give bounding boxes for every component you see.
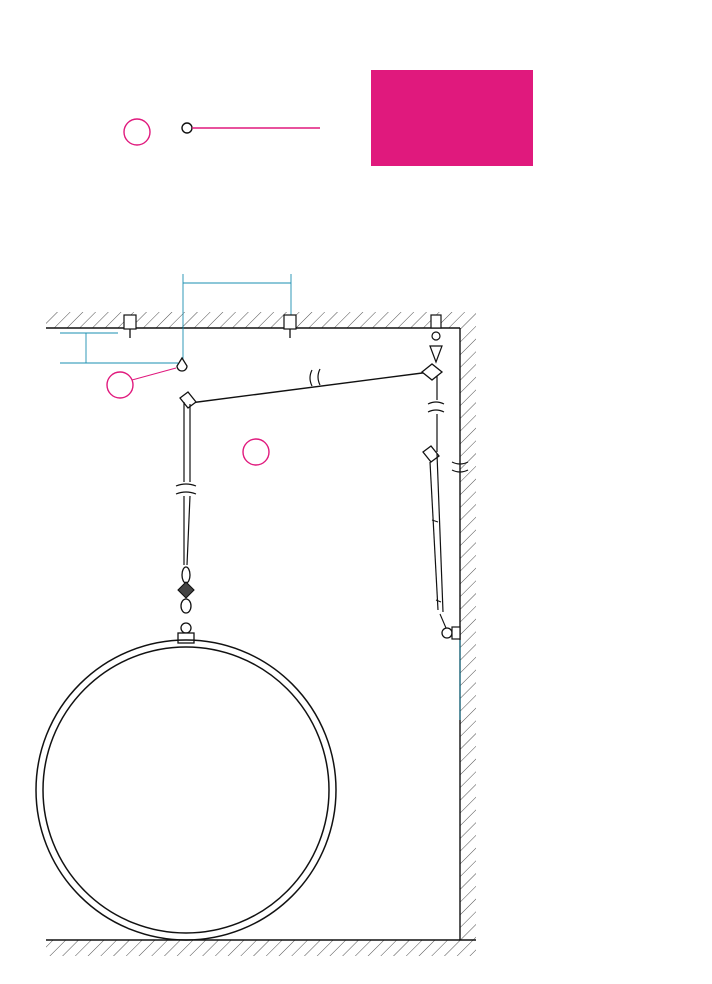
building-structure bbox=[46, 312, 476, 956]
rope-break-symbol-left bbox=[176, 484, 196, 494]
wall-hatching bbox=[460, 328, 476, 940]
upper-carabiner bbox=[180, 392, 196, 408]
carabiner-marker-circle bbox=[243, 439, 269, 465]
swivel bbox=[178, 567, 194, 613]
ring-suspension bbox=[36, 402, 336, 940]
rope-break-symbol-wall bbox=[428, 402, 444, 412]
chain-anchor-hook bbox=[177, 358, 187, 371]
top-view-ceiling-anchor bbox=[0, 0, 320, 145]
right-ceiling-bracket bbox=[284, 315, 296, 338]
anchor-marker-circle bbox=[107, 372, 133, 398]
lift-rope bbox=[180, 364, 442, 408]
top-view-marker-circle bbox=[124, 119, 150, 145]
dimension-drop bbox=[60, 333, 178, 363]
wall-cleat bbox=[440, 614, 460, 639]
top-view-anchor-ring bbox=[182, 123, 192, 133]
roller-pulley bbox=[422, 364, 442, 380]
ceiling-hatching bbox=[46, 312, 476, 328]
floor-hatching bbox=[46, 940, 476, 956]
ceiling-pulley bbox=[430, 315, 442, 362]
rope-break-symbol-top bbox=[310, 369, 320, 386]
anchor-marker-leader bbox=[132, 368, 176, 380]
aerial-ring-outer bbox=[36, 640, 336, 940]
aerial-ring-inner bbox=[43, 647, 329, 933]
brand-logo bbox=[371, 70, 533, 166]
left-ceiling-bracket bbox=[124, 315, 136, 338]
logo-background bbox=[371, 70, 533, 166]
